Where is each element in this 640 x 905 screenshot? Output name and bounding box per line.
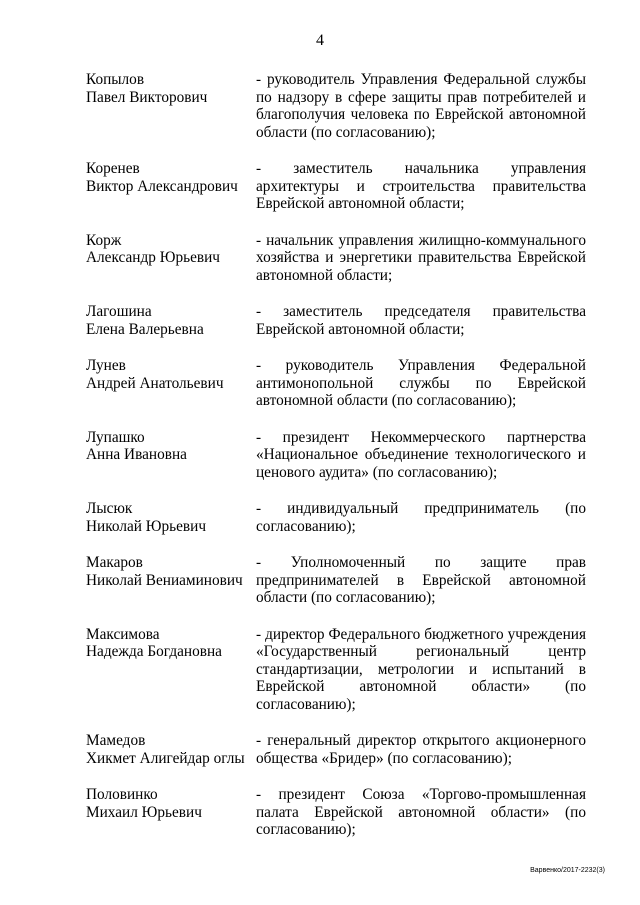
member-given-names: Анна Ивановна bbox=[86, 446, 187, 463]
member-role: - президент Некоммерческого партнерства «Национальное объединение технологического и ценового аудита» (по согласованию); bbox=[256, 428, 586, 481]
member-entry bbox=[86, 732, 586, 767]
member-given-names: Надежда Богдановна bbox=[86, 643, 222, 660]
member-given-names: Николай Юрьевич bbox=[86, 517, 207, 535]
member-given-names: Михаил Юрьевич bbox=[86, 803, 202, 821]
member-surname: Лысюк bbox=[86, 500, 133, 517]
member-role: - индивидуальный предприниматель (по согласованию); bbox=[256, 500, 586, 535]
member-role: - руководитель Управления Федеральной службы по надзору в сфере защиты прав потребителей и благополучия человека по Еврейской автономной области (по согласованию); bbox=[256, 71, 586, 141]
member-surname: Лунев bbox=[86, 357, 126, 374]
member-surname: Мамедов bbox=[86, 732, 146, 749]
page-number: 4 bbox=[316, 32, 324, 49]
member-entry bbox=[86, 160, 586, 213]
member-given-names: Николай Вениаминович bbox=[86, 571, 243, 589]
member-entry bbox=[86, 303, 586, 338]
member-role: - директор Федерального бюджетного учреждения «Государственный региональный центр стандартизации, метрологии и испытаний в Еврейской автономной области» (по согласованию); bbox=[256, 625, 586, 713]
member-given-names: Елена Валерьевна bbox=[86, 320, 204, 338]
member-role: - заместитель начальника управления архитектуры и строительства правительства Еврейской автономной области; bbox=[256, 160, 586, 212]
member-entry bbox=[86, 357, 586, 410]
member-name bbox=[86, 71, 256, 141]
member-role: - президент Союза «Торгово-промышленная палата Еврейской автономной области» (по согласованию); bbox=[256, 786, 586, 838]
member-entry bbox=[86, 500, 586, 535]
member-given-names: Андрей Анатольевич bbox=[86, 374, 224, 392]
member-entry bbox=[86, 232, 586, 285]
member-name bbox=[86, 232, 256, 285]
member-role: - заместитель председателя правительства Еврейской автономной области; bbox=[256, 303, 586, 338]
member-entry bbox=[86, 554, 586, 607]
member-entry bbox=[86, 626, 586, 714]
member-role: - генеральный директор открытого акционерного общества «Бридер» (по согласованию); bbox=[256, 732, 586, 767]
member-surname: Корж bbox=[86, 231, 122, 249]
member-name bbox=[86, 554, 256, 607]
member-role: - руководитель Управления Федеральной антимонопольной службы по Еврейской автономной области (по согласованию); bbox=[256, 357, 586, 409]
member-name bbox=[86, 626, 256, 714]
member-given-names: Александр Юрьевич bbox=[86, 249, 220, 266]
member-entry bbox=[86, 429, 586, 482]
document-footer-code: Варвенко/2017-2232(3) bbox=[530, 867, 605, 874]
member-entry bbox=[86, 71, 586, 141]
member-role: - Уполномоченный по защите прав предпринимателей в Еврейской автономной области (по согласованию); bbox=[256, 554, 586, 606]
member-entry bbox=[86, 786, 586, 839]
member-surname: Лагошина bbox=[86, 303, 152, 320]
member-surname: Половинко bbox=[86, 786, 158, 803]
member-given-names: Виктор Александрович bbox=[86, 177, 238, 195]
member-given-names: Павел Викторович bbox=[86, 88, 208, 106]
member-list bbox=[86, 71, 586, 839]
member-surname: Лупашко bbox=[86, 428, 145, 446]
member-name bbox=[86, 786, 256, 839]
member-surname: Макаров bbox=[86, 554, 143, 571]
member-name bbox=[86, 500, 256, 535]
member-name bbox=[86, 429, 256, 482]
member-name bbox=[86, 160, 256, 213]
member-name bbox=[86, 732, 256, 767]
member-surname: Коренев bbox=[86, 160, 140, 177]
member-name bbox=[86, 303, 256, 338]
member-role: - начальник управления жилищно-коммунального хозяйства и энергетики правительства Еврейской автономной области; bbox=[256, 231, 586, 284]
member-surname: Копылов bbox=[86, 71, 145, 88]
member-given-names: Хикмет Алигейдар оглы bbox=[86, 749, 245, 767]
member-name bbox=[86, 357, 256, 410]
member-surname: Максимова bbox=[86, 625, 160, 643]
